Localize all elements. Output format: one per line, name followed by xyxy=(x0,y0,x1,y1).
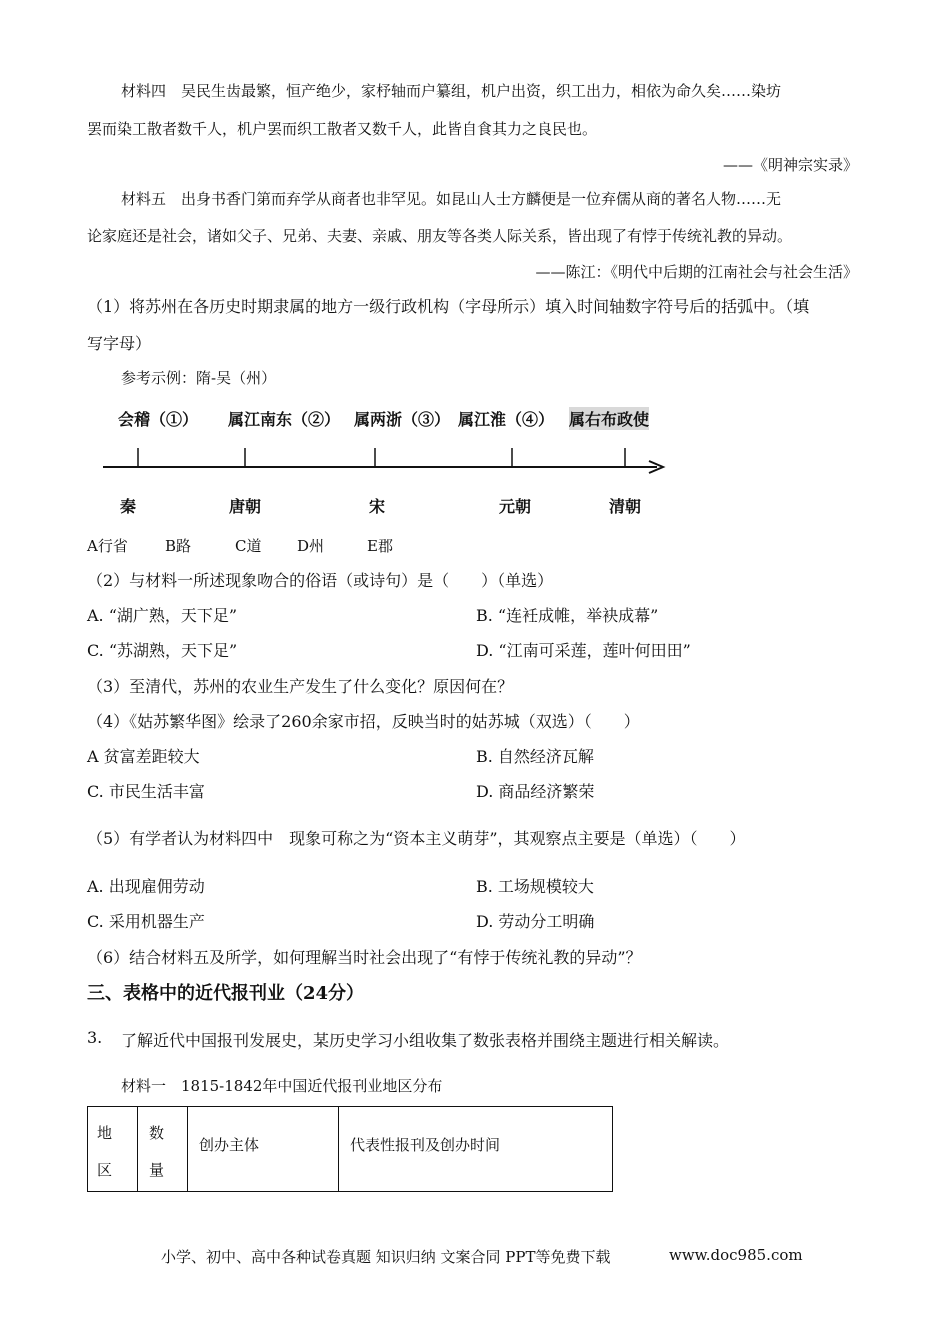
table-header-cell xyxy=(188,1107,339,1192)
q1-example: 参考示例：隋-吴（州） xyxy=(121,369,277,387)
q2-stem: （2）与材料一所述现象吻合的俗语（或诗句）是（ ）（单选） xyxy=(87,571,554,590)
q2-option-d: D. “江南可采莲，莲叶何田田” xyxy=(476,641,691,660)
footer-text: 小学、初中、高中各种试卷真题 知识归纳 文案合同 PPT等免费下载 xyxy=(161,1248,611,1266)
material1-table xyxy=(87,1106,613,1192)
material5-source: ——陈江：《明代中后期的江南社会与社会生活》 xyxy=(535,263,858,281)
section3-intro: 了解近代中国报刊发展史，某历史学习小组收集了数张表格并围绕主题进行相关解读。 xyxy=(121,1031,730,1050)
q1-stem-line1: （1）将苏州在各历史时期隶属的地方一级行政机构（字母所示）填入时间轴数字符号后的括弧中。（填 xyxy=(87,297,810,316)
q5-option-c: C. 采用机器生产 xyxy=(87,912,205,931)
timeline-era-yuan: 元朝 xyxy=(499,497,532,516)
material1-title: 材料一 1815-1842年中国近代报刊业地区分布 xyxy=(121,1077,443,1095)
q1-choice-a: A行省 xyxy=(87,537,128,555)
q5-option-a: A. 出现雇佣劳动 xyxy=(87,877,205,896)
material4-source: ——《明神宗实录》 xyxy=(722,156,858,174)
q2-option-c: C. “苏湖熟，天下足” xyxy=(87,641,238,660)
q1-choice-d: D州 xyxy=(297,537,325,555)
table-header-cell xyxy=(138,1107,188,1192)
q4-stem: （4）《姑苏繁华图》绘录了260余家市招，反映当时的姑苏城（双选）（ ） xyxy=(87,712,640,731)
q5-stem: （5）有学者认为材料四中 现象可称之为“资本主义萌芽”，其观察点主要是（单选）（ ） xyxy=(87,829,746,848)
material5-line1: 材料五 出身书香门第而弃学从商者也非罕见。如昆山人士方麟便是一位弃儒从商的著名人物……无 xyxy=(121,190,782,208)
q1-stem-line2: 写字母） xyxy=(87,334,152,353)
timeline-era-song: 宋 xyxy=(369,497,386,516)
timeline-label-jiangnandong: 属江南东（②） xyxy=(228,410,341,429)
table-header-region: 地区 xyxy=(97,1124,113,1179)
section3-question-number: 3. xyxy=(87,1028,103,1047)
material4-line1: 材料四 吴民生齿最繁，恒产绝少，家杼轴而户纂组，机户出资，织工出力，相依为命久矣……染坊 xyxy=(121,82,782,100)
q4-option-d: D. 商品经济繁荣 xyxy=(476,782,595,801)
table-header-representative: 代表性报刊及创办时间 xyxy=(350,1136,501,1154)
table-header-cell xyxy=(339,1107,613,1192)
timeline-label-jianghuai: 属江淮（④） xyxy=(458,410,555,429)
q4-option-c: C. 市民生活丰富 xyxy=(87,782,205,801)
q1-choice-b: B路 xyxy=(165,537,192,555)
footer-url[interactable]: www.doc985.com xyxy=(669,1246,803,1264)
timeline-era-tang: 唐朝 xyxy=(229,497,262,516)
material4-line2: 罢而染工散者数千人，机户罢而织工散者又数千人，此皆自食其力之良民也。 xyxy=(87,120,598,138)
timeline-label-kuaiji: 会稽（①） xyxy=(118,410,199,429)
q4-option-b: B. 自然经济瓦解 xyxy=(476,747,594,766)
timeline-axis xyxy=(95,440,675,480)
timeline-era-qing: 清朝 xyxy=(609,497,642,516)
timeline-label-youbuzhengshi: 属右布政使 xyxy=(569,407,649,430)
q6-stem: （6）结合材料五及所学，如何理解当时社会出现了“有悖于传统礼教的异动”？ xyxy=(87,948,642,967)
q1-choice-e: E郡 xyxy=(367,537,393,555)
q4-option-a: A 贫富差距较大 xyxy=(87,747,200,766)
table-header-count: 数量 xyxy=(149,1124,165,1179)
q1-choice-c: C道 xyxy=(235,537,262,555)
timeline-label-liangzhe: 属两浙（③） xyxy=(354,410,451,429)
table-header-cell xyxy=(88,1107,138,1192)
table-header-founder: 创办主体 xyxy=(199,1136,260,1154)
q5-option-d: D. 劳动分工明确 xyxy=(476,912,595,931)
section3-heading: 三、表格中的近代报刊业（24分） xyxy=(87,983,365,1004)
table-header-row xyxy=(88,1107,613,1192)
q2-option-a: A. “湖广熟，天下足” xyxy=(87,606,238,625)
q3-stem: （3）至清代，苏州的农业生产发生了什么变化？原因何在？ xyxy=(87,677,514,696)
material5-line2: 论家庭还是社会，诸如父子、兄弟、夫妻、亲戚、朋友等各类人际关系，皆出现了有悖于传统礼教的异动。 xyxy=(87,227,793,245)
q5-option-b: B. 工场规模较大 xyxy=(476,877,594,896)
q2-option-b: B. “连衽成帷，举袂成幕” xyxy=(476,606,659,625)
timeline-era-qin: 秦 xyxy=(120,497,137,516)
